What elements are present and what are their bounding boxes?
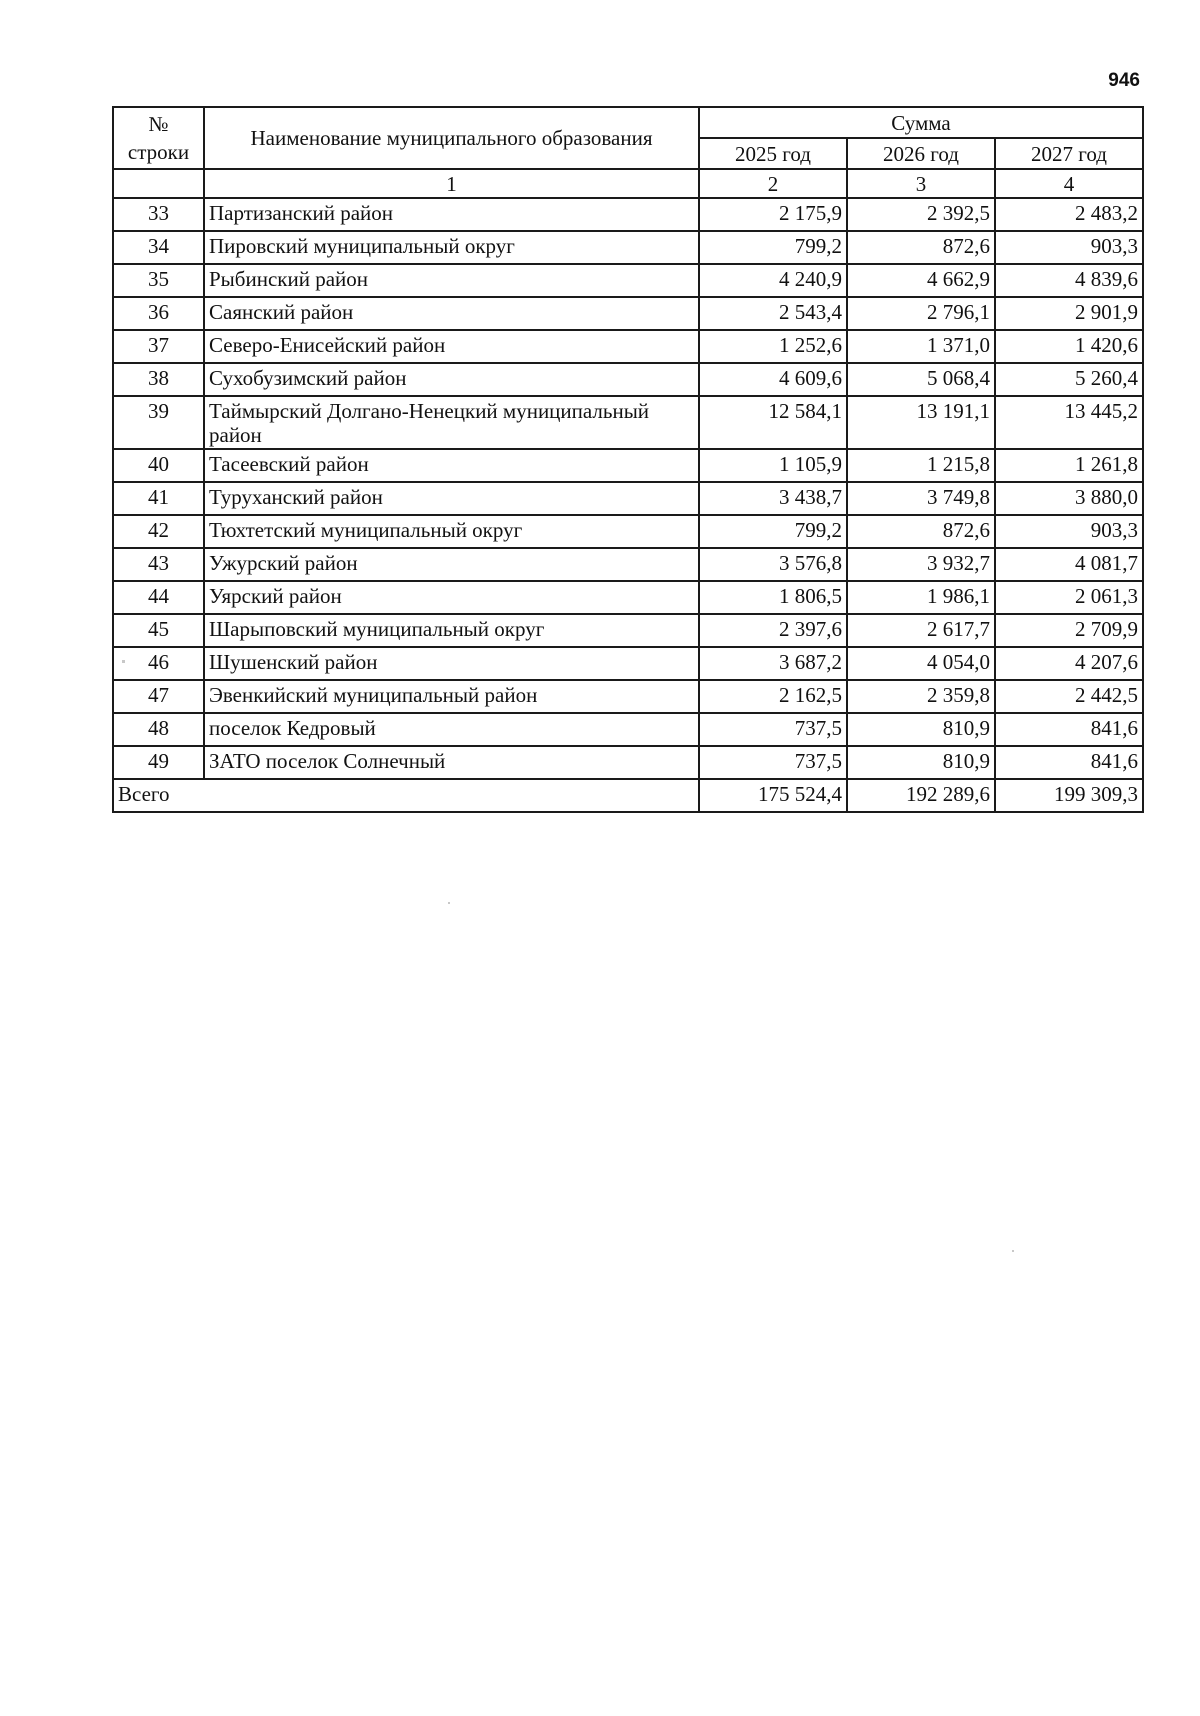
value-2026: 872,6: [847, 231, 995, 264]
row-number: 34: [113, 231, 204, 264]
value-2027: 841,6: [995, 713, 1143, 746]
value-2025: 3 438,7: [699, 482, 847, 515]
table-row: [113, 330, 1143, 363]
row-number: 45: [113, 614, 204, 647]
value-2026: 810,9: [847, 713, 995, 746]
row-number: 36: [113, 297, 204, 330]
value-2025: 12 584,1: [699, 396, 847, 449]
value-2026: 5 068,4: [847, 363, 995, 396]
header-sum: Сумма: [699, 107, 1143, 138]
municipality-name: Партизанский район: [204, 198, 699, 231]
table-row: [113, 297, 1143, 330]
table-row: [113, 264, 1143, 297]
header-year-2026: 2026 год: [847, 138, 995, 169]
total-2027: 199 309,3: [995, 779, 1143, 812]
value-2026: 4 662,9: [847, 264, 995, 297]
value-2027: 2 061,3: [995, 581, 1143, 614]
page-number: 946: [1108, 70, 1140, 91]
municipality-name: Рыбинский район: [204, 264, 699, 297]
header-row-number: [113, 107, 204, 169]
table-row: [113, 482, 1143, 515]
value-2027: 5 260,4: [995, 363, 1143, 396]
value-2025: 4 609,6: [699, 363, 847, 396]
row-number: 33: [113, 198, 204, 231]
value-2026: 872,6: [847, 515, 995, 548]
municipality-name: Уярский район: [204, 581, 699, 614]
table-row: [113, 515, 1143, 548]
municipality-name: Эвенкийский муниципальный район: [204, 680, 699, 713]
value-2025: 799,2: [699, 515, 847, 548]
row-number: 37: [113, 330, 204, 363]
header-year-2025: 2025 год: [699, 138, 847, 169]
header-row-number-symbol: №: [148, 112, 169, 136]
row-number: 42: [113, 515, 204, 548]
value-2027: 903,3: [995, 231, 1143, 264]
value-2026: 13 191,1: [847, 396, 995, 449]
row-number: 40: [113, 449, 204, 482]
table-header: [113, 107, 1143, 198]
row-number: 38: [113, 363, 204, 396]
value-2025: 2 162,5: [699, 680, 847, 713]
row-number: 47: [113, 680, 204, 713]
column-number: 2: [699, 169, 847, 198]
header-year-2027: 2027 год: [995, 138, 1143, 169]
municipality-name: поселок Кедровый: [204, 713, 699, 746]
table-row: [113, 548, 1143, 581]
value-2027: 13 445,2: [995, 396, 1143, 449]
value-2026: 1 986,1: [847, 581, 995, 614]
municipality-name: Ужурский район: [204, 548, 699, 581]
value-2026: 2 617,7: [847, 614, 995, 647]
table-row: [113, 581, 1143, 614]
value-2027: 4 081,7: [995, 548, 1143, 581]
value-2025: 4 240,9: [699, 264, 847, 297]
total-2026: 192 289,6: [847, 779, 995, 812]
scan-speck: [122, 660, 125, 663]
value-2027: 2 483,2: [995, 198, 1143, 231]
row-number: 46: [113, 647, 204, 680]
header-name: Наименование муниципального образования: [204, 107, 699, 169]
column-number-row: [113, 169, 1143, 198]
value-2027: 2 901,9: [995, 297, 1143, 330]
row-number: 43: [113, 548, 204, 581]
municipality-name: Сухобузимский район: [204, 363, 699, 396]
row-number: 49: [113, 746, 204, 779]
scan-speck: [448, 902, 450, 904]
value-2027: 2 709,9: [995, 614, 1143, 647]
value-2027: 1 420,6: [995, 330, 1143, 363]
table-row: [113, 198, 1143, 231]
table-row: [113, 647, 1143, 680]
value-2025: 2 543,4: [699, 297, 847, 330]
table-row: [113, 449, 1143, 482]
value-2027: 841,6: [995, 746, 1143, 779]
row-number: 41: [113, 482, 204, 515]
municipality-name: Пировский муниципальный округ: [204, 231, 699, 264]
value-2026: 3 749,8: [847, 482, 995, 515]
header-row-number-label: строки: [127, 140, 190, 165]
total-label: Всего: [113, 779, 699, 812]
value-2025: 1 252,6: [699, 330, 847, 363]
municipality-name: Тюхтетский муниципальный округ: [204, 515, 699, 548]
scan-speck: [1012, 1250, 1014, 1252]
column-number: 4: [995, 169, 1143, 198]
value-2027: 4 839,6: [995, 264, 1143, 297]
municipality-name: Шушенский район: [204, 647, 699, 680]
municipality-name: Саянский район: [204, 297, 699, 330]
municipality-name: Тасеевский район: [204, 449, 699, 482]
row-number: 39: [113, 396, 204, 449]
column-number: 1: [204, 169, 699, 198]
column-number: [113, 169, 204, 198]
value-2026: 2 359,8: [847, 680, 995, 713]
table-row: [113, 746, 1143, 779]
table-row: [113, 713, 1143, 746]
value-2025: 3 576,8: [699, 548, 847, 581]
row-number: 48: [113, 713, 204, 746]
value-2026: 2 796,1: [847, 297, 995, 330]
total-2025: 175 524,4: [699, 779, 847, 812]
municipality-name: Шарыповский муниципальный округ: [204, 614, 699, 647]
value-2025: 1 806,5: [699, 581, 847, 614]
value-2027: 2 442,5: [995, 680, 1143, 713]
value-2025: 799,2: [699, 231, 847, 264]
value-2025: 737,5: [699, 713, 847, 746]
row-number: 44: [113, 581, 204, 614]
municipality-name: Туруханский район: [204, 482, 699, 515]
total-row: [113, 779, 1143, 812]
value-2025: 2 175,9: [699, 198, 847, 231]
table-body: [113, 198, 1143, 779]
value-2027: 4 207,6: [995, 647, 1143, 680]
budget-table: [112, 106, 1144, 813]
column-number: 3: [847, 169, 995, 198]
table-row: [113, 680, 1143, 713]
value-2027: 903,3: [995, 515, 1143, 548]
table-row: [113, 614, 1143, 647]
value-2027: 3 880,0: [995, 482, 1143, 515]
value-2025: 3 687,2: [699, 647, 847, 680]
value-2025: 737,5: [699, 746, 847, 779]
table-row: [113, 363, 1143, 396]
value-2025: 1 105,9: [699, 449, 847, 482]
table-row: [113, 396, 1143, 449]
value-2026: 2 392,5: [847, 198, 995, 231]
municipality-name: Северо-Енисейский район: [204, 330, 699, 363]
municipality-name: ЗАТО поселок Солнечный: [204, 746, 699, 779]
row-number: 35: [113, 264, 204, 297]
value-2026: 3 932,7: [847, 548, 995, 581]
value-2025: 2 397,6: [699, 614, 847, 647]
value-2026: 1 215,8: [847, 449, 995, 482]
table-row: [113, 231, 1143, 264]
value-2027: 1 261,8: [995, 449, 1143, 482]
value-2026: 4 054,0: [847, 647, 995, 680]
municipality-name: Таймырский Долгано-Ненецкий муниципальный район: [204, 396, 699, 449]
value-2026: 810,9: [847, 746, 995, 779]
value-2026: 1 371,0: [847, 330, 995, 363]
